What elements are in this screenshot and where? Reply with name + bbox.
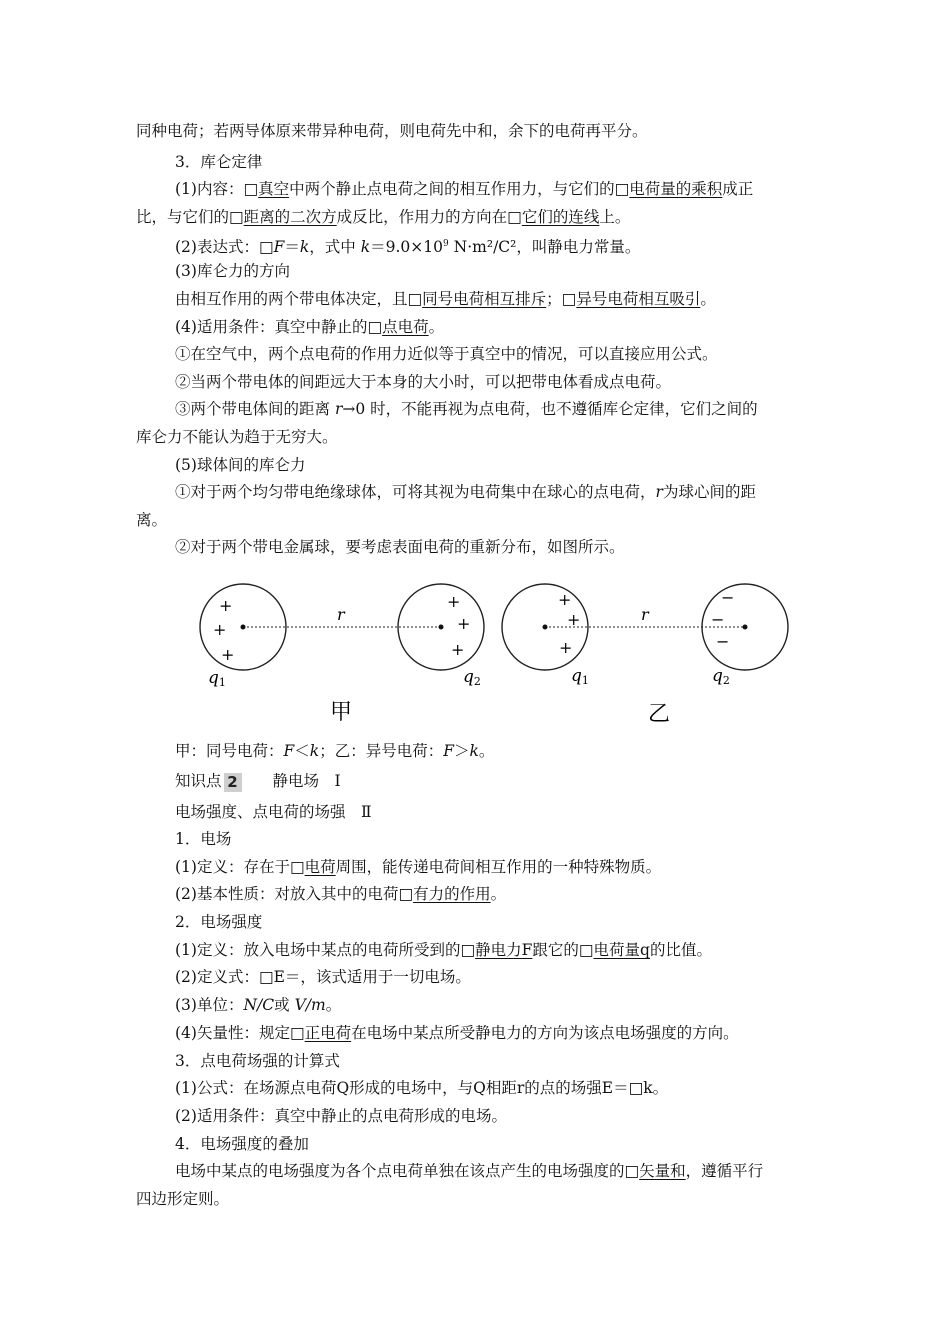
sphere-center-dot — [543, 625, 548, 630]
plus-sign: + — [221, 645, 235, 664]
paragraph-line: (1)公式：在场源点电荷Q形成的电场中，与Q相距r的点的场强E＝□k。 — [175, 1079, 669, 1097]
section-heading: 3．库仑定律 — [175, 153, 263, 171]
answer-blank: 正电荷 — [304, 1024, 352, 1042]
paragraph-line: 库仑力不能认为趋于无穷大。 — [136, 428, 338, 446]
answer-blank: 点电荷 — [382, 318, 429, 336]
answer-blank: 它们的连线 — [521, 208, 600, 226]
paragraph-line: ③两个带电体间的距离 r→0 时，不能再视为点电荷，也不遵循库仑定律，它们之间的 — [175, 400, 758, 418]
answer-blank: 有力的作用 — [413, 885, 491, 903]
minus-sign: − — [721, 588, 735, 607]
answer-blank: 静电力F — [475, 941, 533, 959]
knowledge-point-subheading: 电场强度、点电荷的场强 Ⅱ — [175, 803, 372, 821]
label-q2: q2 — [463, 667, 481, 688]
answer-blank: 矢量和 — [639, 1162, 686, 1180]
answer-blank: 电荷量q — [593, 941, 650, 959]
plus-sign: + — [451, 640, 465, 659]
plus-sign: + — [567, 610, 581, 629]
paragraph-line: 四边形定则。 — [136, 1190, 230, 1208]
paragraph-line: (2)定义式：□E＝，该式适用于一切电场。 — [175, 968, 471, 986]
label-q1: q1 — [571, 666, 589, 687]
plus-sign: + — [559, 638, 573, 657]
paragraph-line: (4)矢量性：规定□正电荷在电场中某点所受静电力的方向为该点电场强度的方向。 — [175, 1024, 739, 1042]
paragraph-line: (2)基本性质：对放入其中的电荷□有力的作用。 — [175, 885, 507, 903]
caption-jia: 甲 — [330, 700, 353, 725]
sphere-center-dot — [439, 625, 444, 630]
paragraph-line: (1)内容：□真空中两个静止点电荷之间的相互作用力，与它们的□电荷量的乘积成正 — [175, 180, 754, 198]
paragraph-line: (5)球体间的库仑力 — [175, 456, 306, 474]
paragraph-line: 甲：同号电荷：F＜k；乙：异号电荷：F＞k。 — [175, 742, 495, 760]
section-heading: 3．点电荷场强的计算式 — [175, 1052, 340, 1070]
section-heading: 4．电场强度的叠加 — [175, 1135, 309, 1153]
answer-blank: 异号电荷相互吸引 — [576, 290, 701, 308]
sphere-center-dot — [743, 625, 748, 630]
answer-blank: 真空 — [258, 180, 290, 198]
answer-blank: 电荷 — [304, 858, 336, 876]
figure-yi — [502, 584, 788, 727]
plus-sign: + — [447, 592, 461, 611]
plus-sign: + — [457, 614, 471, 633]
figure-jia — [200, 584, 484, 725]
plus-sign: + — [213, 620, 227, 639]
distance-label-r: r — [337, 605, 345, 624]
minus-sign: − — [716, 632, 730, 651]
paragraph-line: (1)定义：存在于□电荷周围，能传递电荷间相互作用的一种特殊物质。 — [175, 858, 662, 876]
sphere-center-dot — [241, 625, 246, 630]
paragraph-line: ①在空气中，两个点电荷的作用力近似等于真空中的情况，可以直接应用公式。 — [175, 345, 718, 363]
label-q2: q2 — [712, 666, 730, 687]
paragraph-line: 离。 — [136, 511, 168, 529]
label-q1: q1 — [208, 668, 226, 689]
paragraph-line: 比，与它们的□距离的二次方成反比，作用力的方向在□它们的连线上。 — [136, 208, 631, 226]
caption-yi: 乙 — [648, 702, 671, 727]
paragraph-line: 由相互作用的两个带电体决定，且□同号电荷相互排斥；□异号电荷相互吸引。 — [175, 290, 716, 308]
plus-sign: + — [219, 596, 233, 615]
section-heading: 2．电场强度 — [175, 913, 263, 931]
distance-label-r: r — [641, 605, 649, 624]
knowledge-point-number-badge: 2 — [224, 773, 242, 792]
paragraph-line: (4)适用条件：真空中静止的□点电荷。 — [175, 318, 445, 336]
minus-sign: − — [711, 610, 725, 629]
paragraph-line: ②对于两个带电金属球，要考虑表面电荷的重新分布，如图所示。 — [175, 538, 625, 556]
paragraph-line: ②当两个带电体的间距远大于本身的大小时，可以把带电体看成点电荷。 — [175, 373, 672, 391]
charged-spheres-figure — [190, 575, 800, 730]
paragraph-line: (3)库仑力的方向 — [175, 262, 290, 280]
paragraph-line: 电场中某点的电场强度为各个点电荷单独在该点产生的电场强度的□矢量和，遵循平行 — [175, 1162, 764, 1180]
paragraph-line: ①对于两个均匀带电绝缘球体，可将其视为电荷集中在球心的点电荷，r为球心间的距 — [175, 483, 756, 501]
answer-blank: 距离的二次方 — [243, 208, 337, 226]
section-heading: 1．电场 — [175, 830, 232, 848]
paragraph-line: (3)单位：N/C或 V/m。 — [175, 996, 342, 1014]
formula-line: (2)表达式：□F＝k，式中 $k=9.0\times 10^9$ N·m²/C²，叫静电力常量。 — [175, 238, 641, 257]
answer-blank: 电荷量的乘积 — [629, 180, 723, 198]
paragraph-line: 同种电荷；若两导体原来带异种电荷，则电荷先中和，余下的电荷再平分。 — [136, 122, 648, 140]
paragraph-line: (2)适用条件：真空中静止的点电荷形成的电场。 — [175, 1107, 507, 1125]
plus-sign: + — [558, 590, 572, 609]
paragraph-line: (1)定义：放入电场中某点的电荷所受到的□静电力F跟它的□电荷量q的比值。 — [175, 941, 712, 959]
answer-blank: 同号电荷相互排斥 — [422, 290, 547, 308]
knowledge-point-heading: 知识点 2 静电场 Ⅰ — [175, 772, 341, 791]
